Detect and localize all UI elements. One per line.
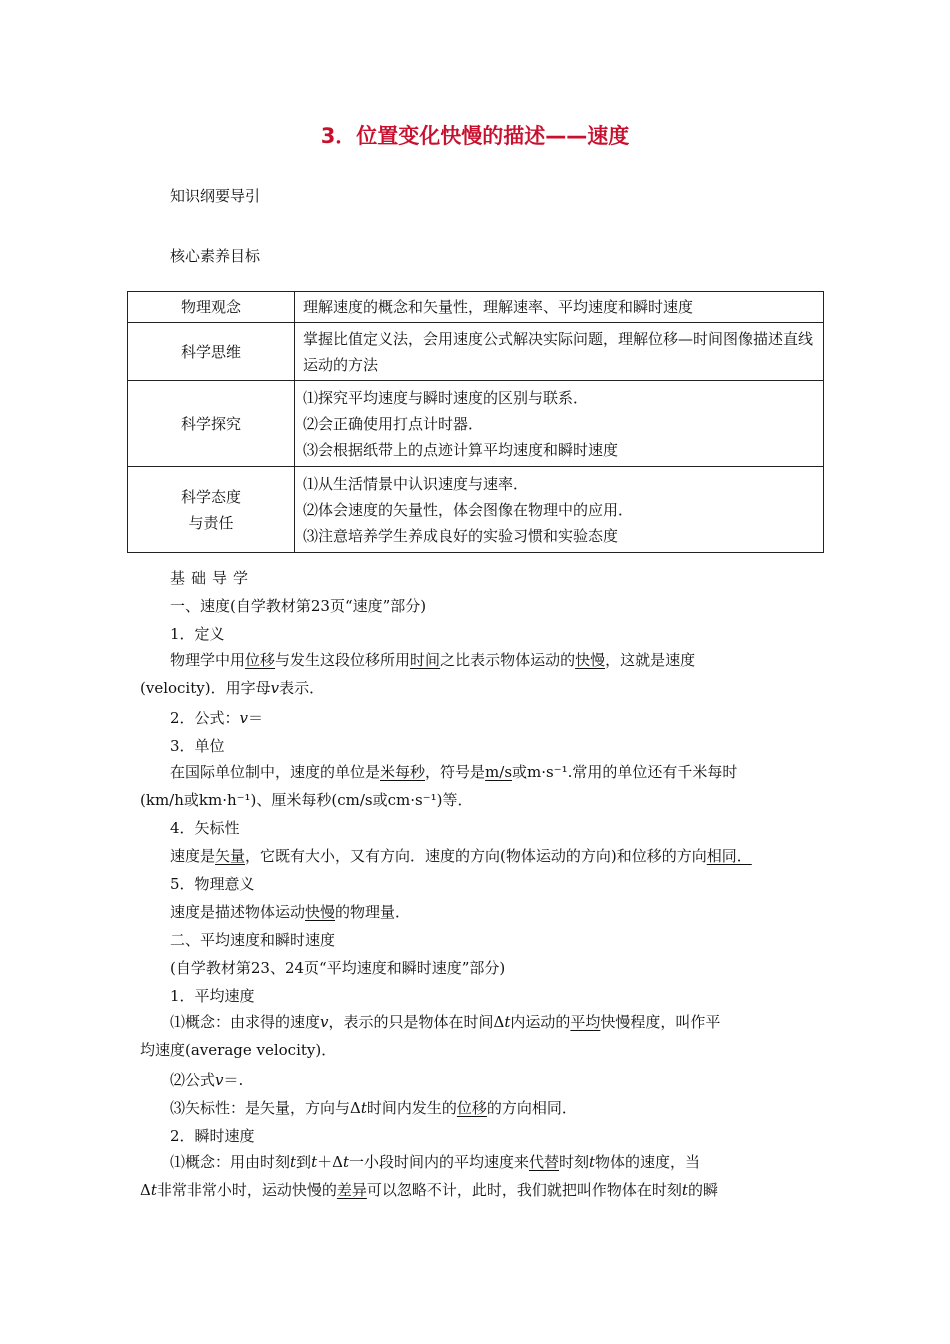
subsection-heading: 1．平均速度 [170, 987, 255, 1005]
table-item-line: ⑴探究平均速度与瞬时速度的区别与联系． [303, 388, 589, 407]
table-item-cell: 理解速度的概念和矢量性，理解速率、平均速度和瞬时速度 [295, 292, 824, 323]
table-category-cell: 科学探究 [128, 381, 295, 467]
outline-heading: 知识纲要导引 [170, 187, 261, 205]
table-item-cell [295, 467, 824, 553]
formula-line: 2．公式：v＝ [170, 709, 264, 727]
basics-heading: 基础导学 [170, 569, 255, 587]
vector-paragraph: 速度是矢量，它既有大小，又有方向．速度的方向(物体运动的方向)和位移的方向相同． [170, 847, 752, 865]
subsection-heading: 5．物理意义 [170, 875, 255, 893]
unit-paragraph: 在国际单位制中，速度的单位是米每秒，符号是m/s或m·s⁻¹.常用的单位还有千米每时 (km/h或km·h⁻¹)、厘米每秒(cm/s或cm·s⁻¹)等． [140, 763, 738, 809]
table-row [128, 381, 824, 467]
section-heading: 二、平均速度和瞬时速度 [170, 931, 336, 949]
definition-paragraph: 物理学中用位移与发生这段位移所用时间之比表示物体运动的快慢，这就是速度 (velocity)．用字母v表示． [140, 651, 696, 697]
table-row [128, 292, 824, 323]
average-formula-line: ⑵公式v＝. [170, 1071, 244, 1089]
table-item-cell [295, 381, 824, 467]
table-item-line: ⑴从生活情景中认识速度与速率． [303, 474, 529, 493]
average-vector-line: ⑶矢标性：是矢量，方向与Δt时间内发生的位移的方向相同． [170, 1099, 577, 1117]
section-heading: 一、速度(自学教材第23页“速度”部分) [170, 597, 427, 615]
core-literacy-table [127, 291, 824, 553]
table-row [128, 467, 824, 553]
core-heading: 核心素养目标 [170, 247, 261, 265]
instantaneous-velocity-paragraph: ⑴概念：用由时刻t到t＋Δt一小段时间内的平均速度来代替时刻t物体的速度，当 Δt非常非常小时，运动快慢的差异可以忽略不计，此时，我们就把叫作物体在时刻t的瞬 [140, 1153, 718, 1199]
table-category-cell: 物理观念 [128, 292, 295, 323]
subsection-heading: 3．单位 [170, 737, 225, 755]
table-category-cell: 科学态度 与责任 [128, 467, 295, 553]
average-velocity-paragraph: ⑴概念：由求得的速度v，表示的只是物体在时间Δt内运动的平均快慢程度，叫作平 均速度(average velocity)． [140, 1013, 721, 1059]
subsection-heading: 2．瞬时速度 [170, 1127, 255, 1145]
page-title: 3．位置变化快慢的描述——速度 [320, 124, 630, 148]
subsection-heading: 1．定义 [170, 625, 225, 643]
subsection-heading: 4．矢标性 [170, 819, 240, 837]
section-subheading: (自学教材第23、24页“平均速度和瞬时速度”部分) [170, 959, 506, 977]
table-item-line: ⑶注意培养学生养成良好的实验习惯和实验态度 [303, 526, 619, 545]
table-row [128, 323, 824, 381]
table-item-line: ⑵会正确使用打点计时器． [303, 414, 484, 433]
table-category-cell: 科学思维 [128, 323, 295, 381]
table-item-cell: 掌握比值定义法，会用速度公式解决实际问题，理解位移—时间图像描述直线运动的方法 [295, 323, 824, 381]
meaning-paragraph: 速度是描述物体运动快慢的物理量． [170, 903, 411, 921]
table-item-line: ⑵体会速度的矢量性，体会图像在物理中的应用． [303, 500, 634, 519]
table-item-line: ⑶会根据纸带上的点迹计算平均速度和瞬时速度 [303, 440, 619, 459]
